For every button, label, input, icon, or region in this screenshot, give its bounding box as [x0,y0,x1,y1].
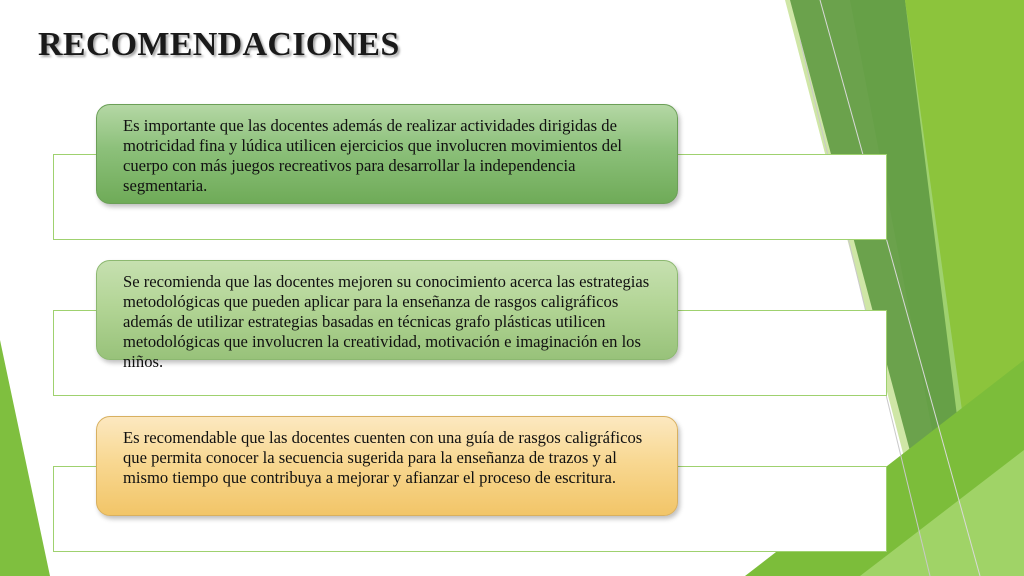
slide-title: RECOMENDACIONES [38,26,400,63]
recommendation-box-2 [96,260,678,371]
left-green-stripe [0,340,50,576]
recommendation-box-3 [96,416,678,516]
recommendation-box-1 [96,104,678,204]
recommendation-text-3: Es recomendable que las docentes cuenten con una guía de rasgos caligráficos que permita conocer la secuencia sugerida para la enseñanza de trazos y al mismo tiempo que contribuya a mejorar y afianzar el proceso de escritura. [123,428,643,487]
recommendation-text-1: Es importante que las docentes además de realizar actividades dirigidas de motricidad fina y lúdica utilicen ejercicios que involucren movimientos del cuerpo con más juegos recreativos para desarrollar la independencia segmentaria. [123,116,623,195]
recommendation-text-2: Se recomienda que las docentes mejoren su conocimiento acerca las estrategias metodológicas que pueden aplicar para la enseñanza de rasgos caligráficos además de utilizar estrategias basadas en técnicas grafo plásticas utilicen metodológicas que involucren la creatividad, motivación e imaginación en los niños. [123,272,650,371]
